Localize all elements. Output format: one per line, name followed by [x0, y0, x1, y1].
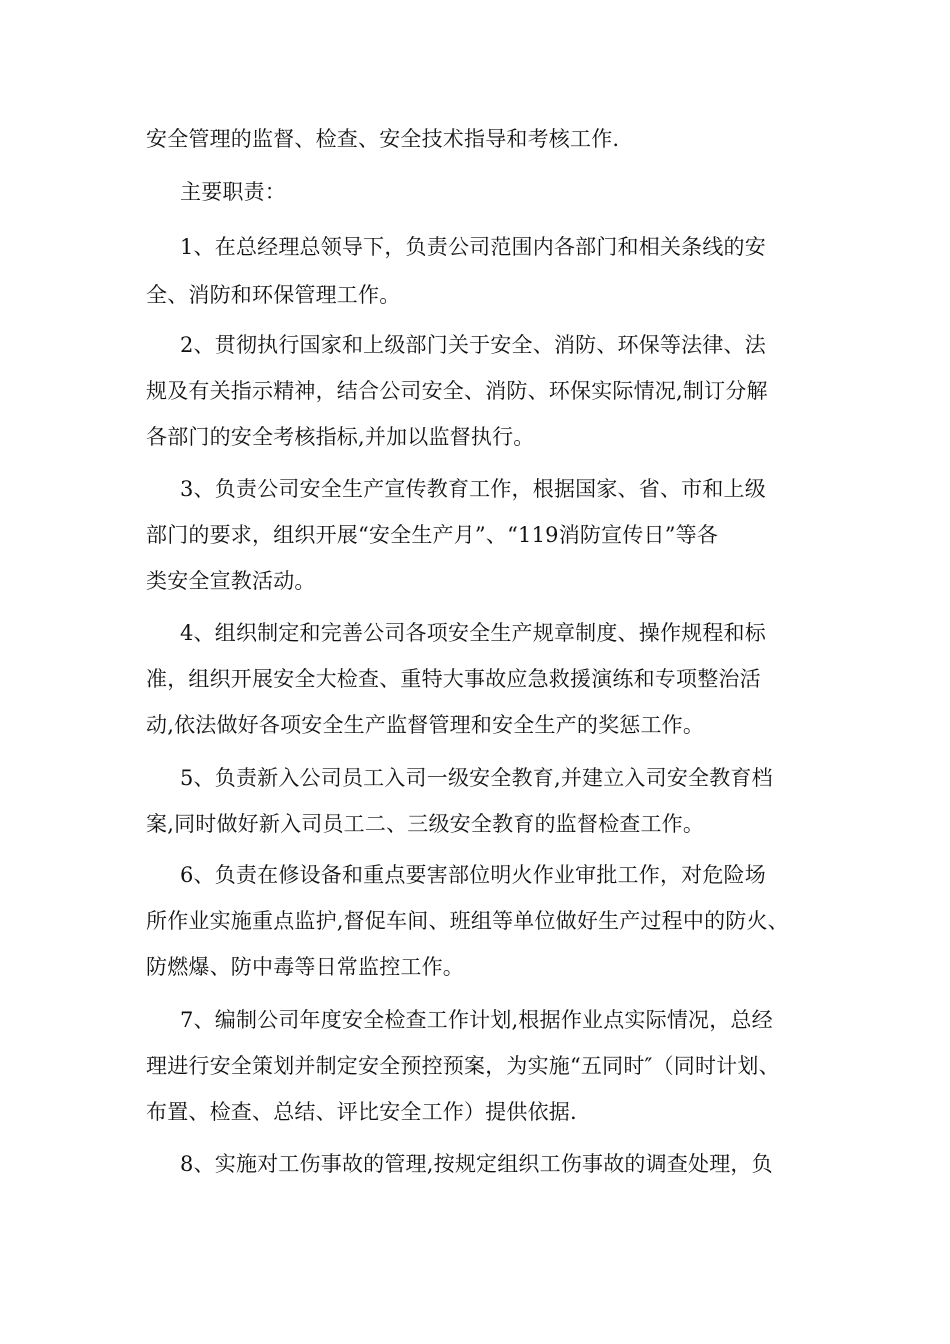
- paragraph-line: 部门的要求，组织开展“安全生产月”、“119消防宣传日”等各: [146, 523, 719, 547]
- paragraph-line: 理进行安全策划并制定安全预控预案，为实施“五同时″（同时计划、: [146, 1054, 780, 1078]
- paragraph-line: 防燃爆、防中毒等日常监控工作。: [146, 955, 464, 979]
- paragraph-line: 准，组织开展安全大检查、重特大事故应急救援演练和专项整治活: [146, 667, 761, 691]
- paragraph-line: 安全管理的监督、检查、安全技术指导和考核工作.: [146, 127, 620, 151]
- paragraph-line: 布置、检查、总结、评比安全工作）提供依据.: [146, 1100, 577, 1124]
- paragraph-line: 7、编制公司年度安全检查工作计划,根据作业点实际情况，总经: [180, 1008, 773, 1032]
- paragraph-line: 2、贯彻执行国家和上级部门关于安全、消防、环保等法律、法: [180, 333, 766, 357]
- section-heading: 主要职责：: [180, 180, 286, 204]
- paragraph-line: 4、组织制定和完善公司各项安全生产规章制度、操作规程和标: [180, 621, 766, 645]
- paragraph-line: 全、消防和环保管理工作。: [146, 283, 401, 307]
- paragraph-line: 6、负责在修设备和重点要害部位明火作业审批工作，对危险场: [180, 863, 766, 887]
- paragraph-line: 类安全宣教活动。: [146, 569, 316, 593]
- paragraph-line: 各部门的安全考核指标,并加以监督执行。: [146, 425, 535, 449]
- paragraph-line: 3、负责公司安全生产宣传教育工作，根据国家、省、市和上级: [180, 477, 766, 501]
- paragraph-line: 5、负责新入公司员工入司一级安全教育,并建立入司安全教育档: [180, 766, 773, 790]
- paragraph-line: 1、在总经理总领导下，负责公司范围内各部门和相关条线的安: [180, 235, 766, 259]
- paragraph-line: 所作业实施重点监护,督促车间、班组等单位做好生产过程中的防火、: [146, 909, 789, 933]
- paragraph-line: 8、实施对工伤事故的管理,按规定组织工伤事故的调查处理，负: [180, 1152, 773, 1176]
- paragraph-line: 规及有关指示精神，结合公司安全、消防、环保实际情况,制订分解: [146, 379, 768, 403]
- paragraph-line: 动,依法做好各项安全生产监督管理和安全生产的奖惩工作。: [146, 713, 705, 737]
- paragraph-line: 案,同时做好新入司员工二、三级安全教育的监督检查工作。: [146, 812, 705, 836]
